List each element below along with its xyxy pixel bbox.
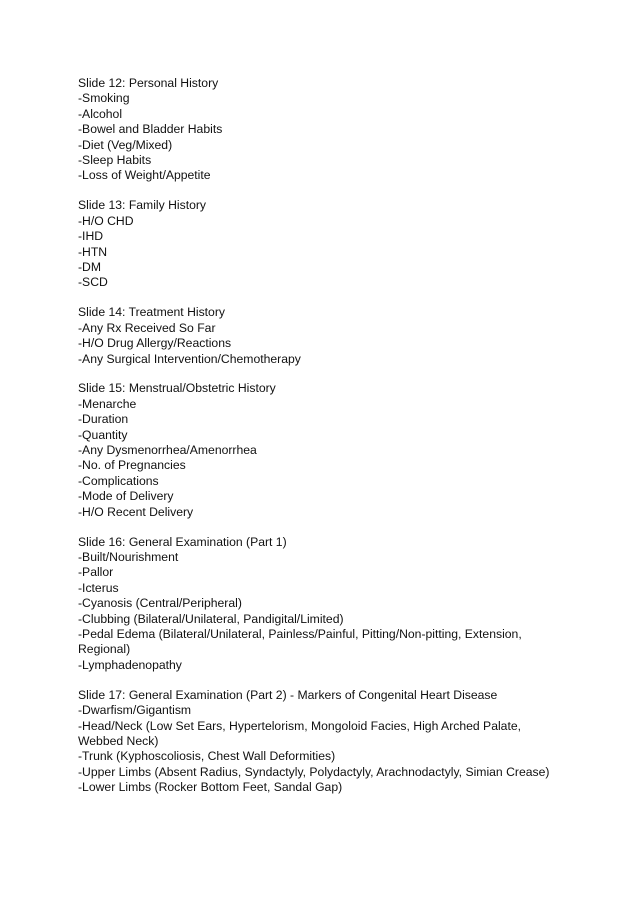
section-title: Slide 16: General Examination (Part 1)	[78, 534, 287, 549]
list-item: -Smoking	[78, 91, 130, 106]
list-item: -Duration	[78, 412, 129, 427]
document-page	[78, 76, 568, 810]
section-family-history	[78, 198, 568, 290]
list-item: -Head/Neck (Low Set Ears, Hypertelorism, Mongoloid Facies, High Arched Palate, Webbed Neck)	[78, 718, 522, 748]
section-personal-history	[78, 76, 568, 184]
section-title: Slide 13: Family History	[78, 198, 207, 213]
list-item: -Pallor	[78, 565, 114, 580]
list-item: -Lower Limbs (Rocker Bottom Feet, Sandal Gap)	[78, 780, 343, 795]
list-item: -Pedal Edema (Bilateral/Unilateral, Painless/Painful, Pitting/Non-pitting, Extension, Regional)	[78, 627, 522, 657]
section-title: Slide 15: Menstrual/Obstetric History	[78, 381, 276, 396]
list-item: -Diet (Veg/Mixed)	[78, 137, 173, 152]
section-title: Slide 14: Treatment History	[78, 305, 225, 320]
list-item: -SCD	[78, 275, 108, 290]
list-item: -H/O Drug Allergy/Reactions	[78, 336, 232, 351]
section-general-examination-part-1	[78, 535, 568, 674]
list-item: -Any Dysmenorrhea/Amenorrhea	[78, 443, 257, 458]
list-item: -Alcohol	[78, 106, 123, 121]
list-item: -Dwarfism/Gigantism	[78, 703, 192, 718]
list-item: -Bowel and Bladder Habits	[78, 122, 223, 137]
section-general-examination-part-2	[78, 688, 568, 796]
section-menstrual-obstetric-history	[78, 381, 568, 520]
list-item: -DM	[78, 259, 102, 274]
list-item: -Clubbing (Bilateral/Unilateral, Pandigital/Limited)	[78, 611, 344, 626]
section-treatment-history	[78, 305, 568, 367]
list-item: -Any Rx Received So Far	[78, 320, 216, 335]
list-item: -Complications	[78, 473, 159, 488]
list-item: -Sleep Habits	[78, 153, 152, 168]
list-item: -Icterus	[78, 580, 119, 595]
section-title: Slide 17: General Examination (Part 2) - Markers of Congenital Heart Disease	[78, 687, 498, 702]
section-title: Slide 12: Personal History	[78, 76, 219, 90]
list-item: -HTN	[78, 244, 108, 259]
list-item: -No. of Pregnancies	[78, 458, 186, 473]
list-item: -Mode of Delivery	[78, 489, 174, 504]
list-item: -Quantity	[78, 427, 128, 442]
list-item: -Menarche	[78, 396, 137, 411]
list-item: -Lymphadenopathy	[78, 657, 182, 672]
list-item: -H/O Recent Delivery	[78, 504, 194, 519]
list-item: -Cyanosis (Central/Peripheral)	[78, 596, 242, 611]
list-item: -Loss of Weight/Appetite	[78, 168, 211, 183]
list-item: -H/O CHD	[78, 213, 134, 228]
list-item: -Built/Nourishment	[78, 549, 179, 564]
list-item: -Trunk (Kyphoscoliosis, Chest Wall Deformities)	[78, 749, 336, 764]
list-item: -Upper Limbs (Absent Radius, Syndactyly, Polydactyly, Arachnodactyly, Simian Crease)	[78, 764, 550, 779]
list-item: -IHD	[78, 229, 104, 244]
list-item: -Any Surgical Intervention/Chemotherapy	[78, 351, 301, 366]
